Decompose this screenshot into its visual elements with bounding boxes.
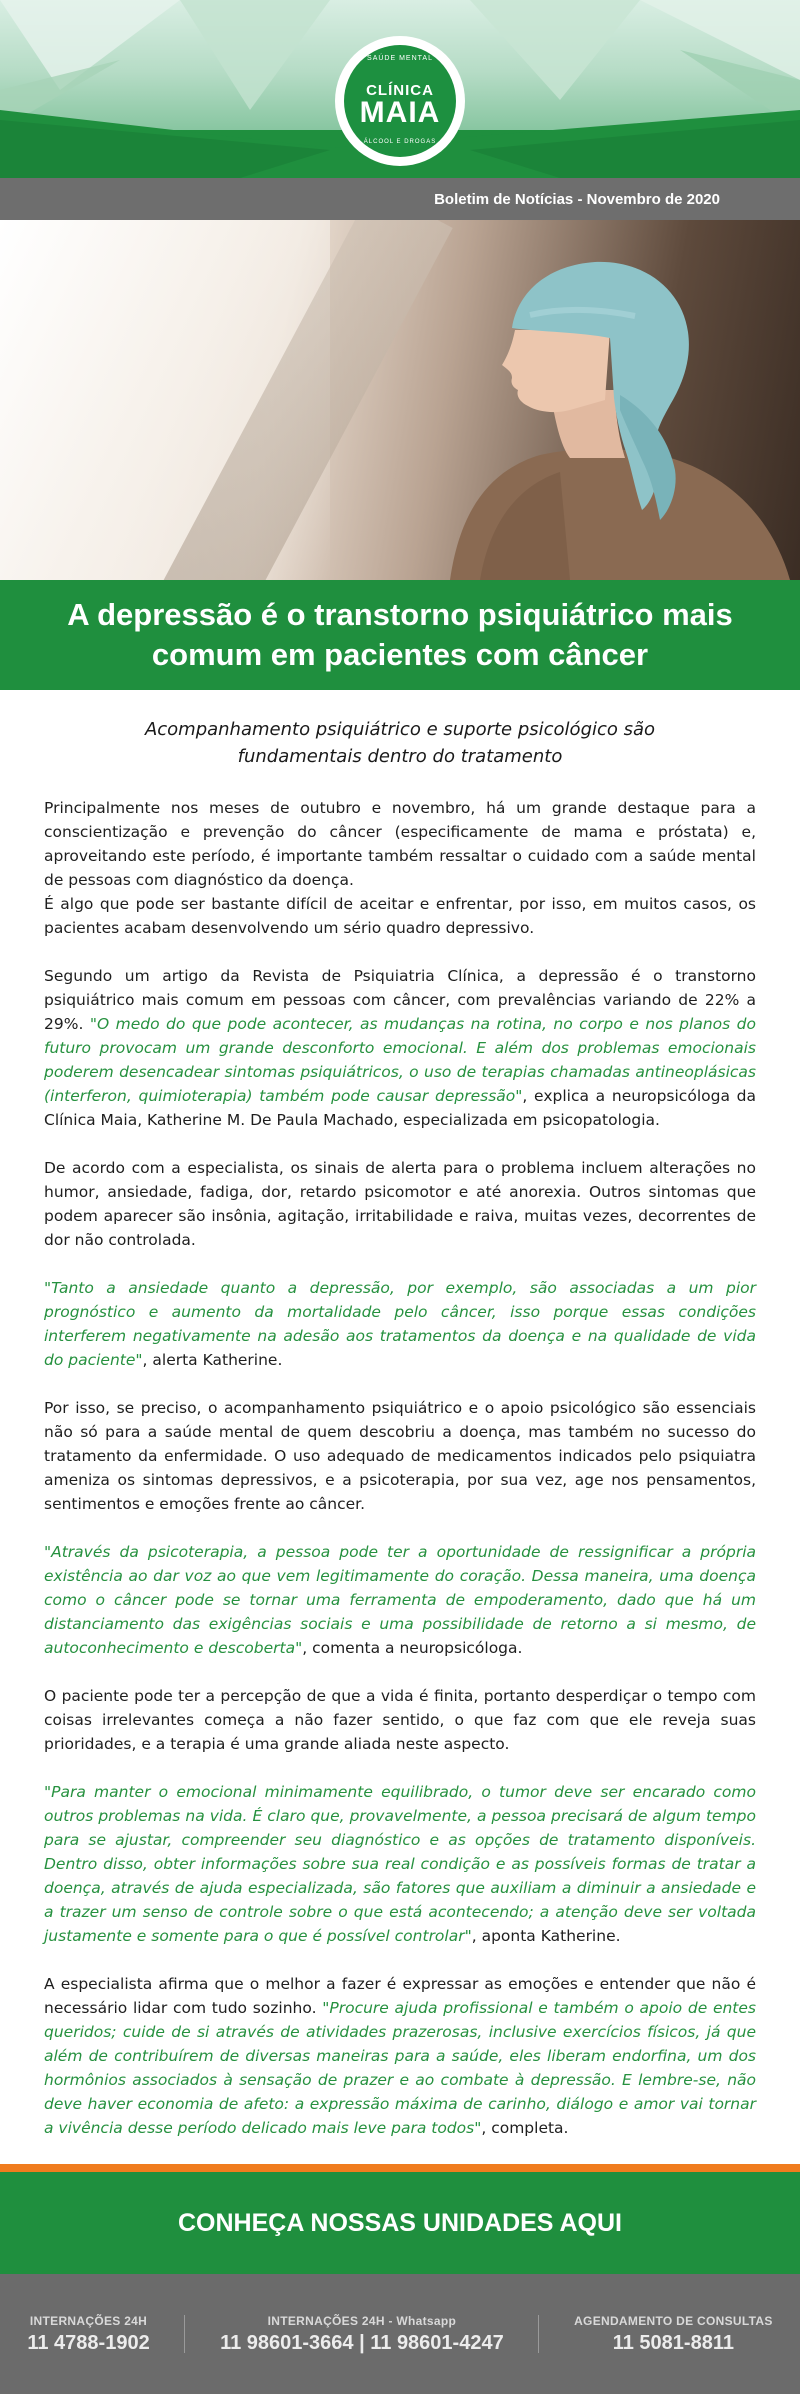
logo-top-text: SAÚDE MENTAL [367, 55, 433, 62]
paragraph-2-tail: , explica a neuropsicóloga da Clínica Maia, Katherine M. De Paula Machado, especializada em psicopatologia. [44, 1087, 756, 1129]
paragraph-6 [44, 1540, 756, 1660]
email-header [0, 0, 800, 178]
logo-bottom-text: ÁLCOOL E DROGAS [363, 139, 437, 145]
hero-image [0, 220, 800, 580]
paragraph-8-tail: , aponta Katherine. [471, 1927, 621, 1945]
logo-brand-line1: CLÍNICA [366, 81, 434, 99]
cta-accent-stripe [0, 2164, 800, 2172]
contact-number[interactable]: 11 5081-8811 [612, 2331, 734, 2354]
article-title-band [0, 580, 800, 690]
contact-number[interactable]: 11 4788-1902 [27, 2331, 150, 2354]
units-cta-button[interactable] [0, 2172, 800, 2274]
logo-badge [344, 45, 456, 157]
hero-woman-with-headscarf [420, 220, 800, 580]
paragraph-9-tail: , completa. [481, 2119, 569, 2137]
paragraph-6-quote: "Através da psicoterapia, a pessoa pode ter a oportunidade de ressignificar a própria existência ao dar voz ao que vem legitimamente do coração. Dessa maneira, uma doença como o câncer pode se tornar uma ferramenta de empoderamento, dado que há um distanciamento das exigências sociais e uma possibilidade de retorno a si mesmo, de autoconhecimento e descoberta" [44, 1543, 756, 1657]
paragraph-7: O paciente pode ter a percepção de que a vida é finita, portanto desperdiçar o tempo com coisas irrelevantes começa a não fazer sentido, o que faz com que ele reveja suas prioridades, e a terapia é uma grande aliada neste aspecto. [44, 1687, 756, 1753]
paragraph-9-quote: "Procure ajuda profissional e também o apoio de entes queridos; cuide de si através de atividades prazerosas, inclusive exercícios físicos, já que além de contribuírem de diversas maneiras para a saúde, eles liberam endorfina, um dos hormônios associados à sensação de prazer e ao combate à depressão. E lembre-se, não deve haver economia de afeto: a expressão máxima de carinho, diálogo e amor vai tornar a vivência desse período delicado mais leve para todos" [44, 1999, 756, 2137]
contact-whatsapp[interactable] [220, 2314, 504, 2355]
paragraph-8-quote: "Para manter o emocional minimamente equilibrado, o tumor deve ser encarado como outros problemas na vida. É claro que, provavelmente, a pessoa precisará de algum tempo para se ajustar, compreender seu diagnóstico e as opções de tratamento disponíveis. Dentro disso, obter informações sobre sua real condição e as possíveis formas de tratar a doença, através de ajuda especializada, são fatores que auxiliam a diminuir a ansiedade e a trazer um senso de controle sobre o que está acontecendo; a atenção deve ser voltada justamente e somente para o que é possível controlar" [44, 1783, 756, 1945]
paragraph-6-tail: , comenta a neuropsicóloga. [302, 1639, 523, 1657]
paragraph-1a: Principalmente nos meses de outubro e novembro, há um grande destaque para a conscientização e prevenção do câncer (especificamente de mama e próstata) e, aproveitando este período, é importante também ressaltar o cuidado com a saúde mental de pessoas com diagnóstico da doença. [44, 799, 756, 889]
newsletter-label: Boletim de Notícias - Novembro de 2020 [434, 190, 720, 208]
paragraph-2 [44, 964, 756, 1132]
paragraph-4-quote: "Tanto a ansiedade quanto a depressão, por exemplo, são associadas a um pior prognóstico e aumento da mortalidade pelo câncer, isso porque essas condições interferem negativamente na adesão aos tratamentos da doença e na qualidade de vida do paciente" [44, 1279, 756, 1369]
article-subtitle: Acompanhamento psiquiátrico e suporte psicológico são fundamentais dentro do tratamento [144, 719, 656, 767]
paragraph-1 [44, 796, 756, 940]
contact-internacoes[interactable] [27, 2314, 149, 2355]
paragraph-3: De acordo com a especialista, os sinais de alerta para o problema incluem alterações no humor, ansiedade, fadiga, dor, retardo psicomotor e até anorexia. Outros sintomas que podem aparecer são insônia, agitação, irritabilidade e raiva, muitas vezes, decorrentes de dor não controlada. [44, 1159, 756, 1249]
paragraph-9 [44, 1972, 756, 2140]
paragraph-2-quote: "O medo do que pode acontecer, as mudanças na rotina, no corpo e nos planos do futuro provocam um grande desconforto emocional. E além dos problemas emocionais poderem desencadear sintomas psiquiátricos, o uso de terapias chamadas antineoplásicas (interferon, quimioterapia) também pode causar depressão" [44, 1015, 756, 1105]
contact-label: INTERNAÇÕES 24H - Whatsapp [267, 2313, 457, 2328]
footer-divider [538, 2315, 539, 2353]
paragraph-4 [44, 1276, 756, 1372]
clinica-maia-logo[interactable] [335, 36, 465, 166]
article-body [0, 690, 800, 2140]
paragraph-8 [44, 1780, 756, 1948]
contact-label: INTERNAÇÕES 24H [29, 2313, 148, 2328]
newsletter-bar [0, 178, 800, 220]
article-title: A depressão é o transtorno psiquiátrico mais comum em pacientes com câncer [67, 597, 733, 672]
paragraph-9-text: A especialista afirma que o melhor a fazer é expressar as emoções e entender que não é necessário lidar com tudo sozinho. [44, 1975, 756, 2017]
contact-footer [0, 2274, 800, 2394]
units-cta-label: CONHEÇA NOSSAS UNIDADES AQUI [177, 2208, 623, 2237]
paragraph-1b: É algo que pode ser bastante difícil de aceitar e enfrentar, por isso, em muitos casos, os pacientes acabam desenvolvendo um sério quadro depressivo. [44, 895, 756, 937]
contact-number[interactable]: 11 98601-3664 | 11 98601-4247 [220, 2331, 504, 2354]
paragraph-4-tail: , alerta Katherine. [142, 1351, 283, 1369]
contact-label: AGENDAMENTO DE CONSULTAS [574, 2313, 773, 2328]
logo-brand-line2: MAIA [359, 95, 441, 129]
footer-divider [184, 2315, 185, 2353]
paragraph-5: Por isso, se preciso, o acompanhamento psiquiátrico e o apoio psicológico são essenciais não só para a saúde mental de quem descobriu a doença, mas também no sucesso do tratamento da enfermidade. O uso adequado de medicamentos indicados pelo psiquiatra ameniza os sintomas depressivos, e a psicoterapia, por sua vez, age nos pensamentos, sentimentos e emoções frente ao câncer. [44, 1399, 756, 1513]
paragraph-2-text: Segundo um artigo da Revista de Psiquiatria Clínica, a depressão é o transtorno psiquiátrico mais comum em pessoas com câncer, com prevalências variando de 22% a 29%. [44, 967, 756, 1033]
contact-agendamento[interactable] [574, 2314, 773, 2355]
